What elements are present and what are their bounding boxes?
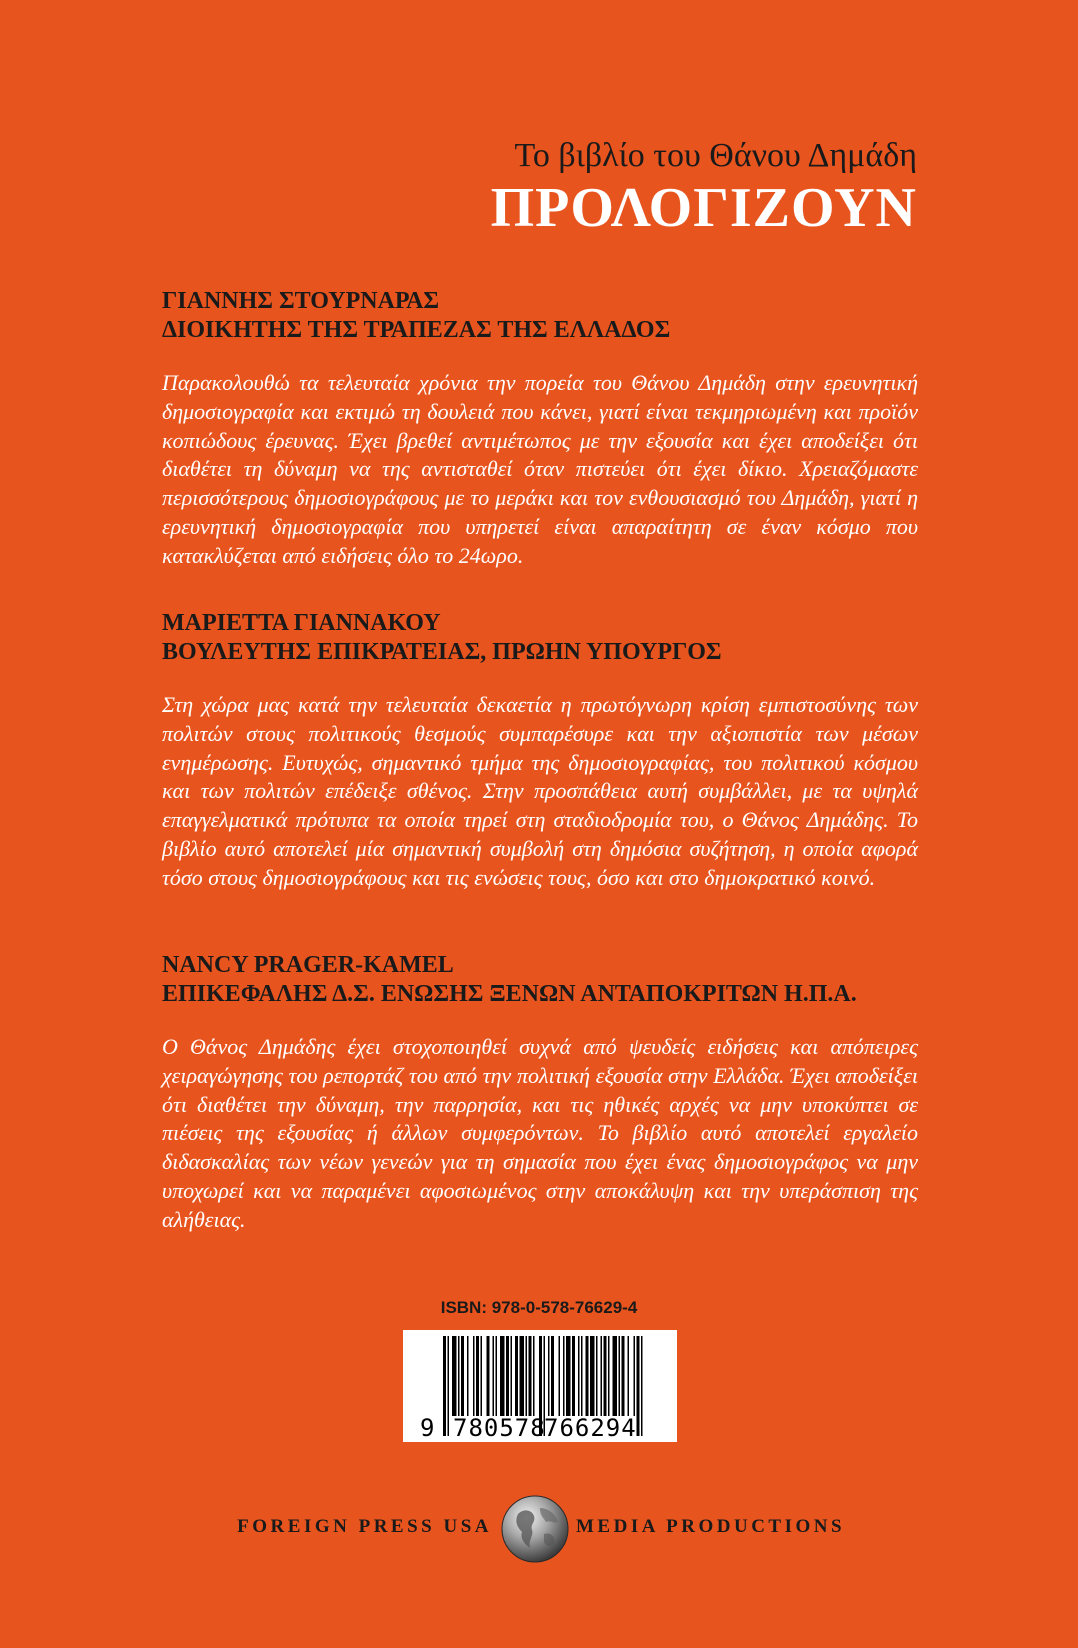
barcode-digits [403, 1414, 677, 1440]
header-title: ΠΡΟΛΟΓΙΖΟΥΝ [490, 177, 917, 239]
endorser-name: ΓΙΑΝΝΗΣ ΣΤΟΥΡΝΑΡΑΣ [162, 288, 440, 314]
header-subtitle: Το βιβλίο του Θάνου Δημάδη [514, 137, 917, 174]
barcode-digit-first: 9 [420, 1414, 435, 1442]
endorser-role: ΔΙΟΙΚΗΤΗΣ ΤΗΣ ΤΡΑΠΕΖΑΣ ΤΗΣ ΕΛΛΑΔΟΣ [162, 317, 671, 343]
endorser-name: NANCY PRAGER-KAMEL [162, 952, 454, 978]
globe-icon [500, 1494, 570, 1564]
endorsement-quote: Παρακολουθώ τα τελευταία χρόνια την πορεία του Θάνου Δημάδη στην ερευνητική δημοσιογραφία και εκτιμώ τη δουλειά που κάνει, γιατί είναι τεκμηριωμένη και προϊόν κοπιώδους έρευνας. Έχει βρεθεί αντιμέτωπος με την εξουσία και έχει αποδείξει ότι διαθέτει τη δύναμη να της αντισταθεί όταν πιστεύει ότι έχει δίκιο. Χρειαζόμαστε περισσότερους δημοσιογράφους με το μεράκι και τον ενθουσιασμό του Δημάδη, γιατί η ερευνητική δημοσιογραφία που υπηρετεί είναι απαραίτητη σε έναν κόσμο που κατακλύζεται από ειδήσεις όλο το 24ωρο. [162, 370, 918, 568]
publisher-imprint [0, 1494, 1078, 1564]
barcode-digits-right: 766294 [544, 1414, 637, 1442]
publisher-left: FOREIGN PRESS USA [237, 1516, 492, 1537]
header [491, 134, 917, 238]
endorser-role: ΕΠΙΚΕΦΑΛΗΣ Δ.Σ. ΕΝΩΣΗΣ ΞΕΝΩΝ ΑΝΤΑΠΟΚΡΙΤΩΝ Η.Π.Α. [162, 981, 857, 1007]
endorsement-2 [162, 609, 918, 893]
barcode-digits-left: 780578 [453, 1414, 546, 1442]
endorsement-quote: Ο Θάνος Δημάδης έχει στοχοποιηθεί συχνά από ψευδείς ειδήσεις και απόπειρες χειραγώγησης του ρεπορτάζ του από την πολιτική εξουσία στην Ελλάδα. Έχει αποδείξει ότι διαθέτει την δύναμη, την παρρησία, και τις ηθικές αρχές να μην υποκύπτει σε πιέσεις της εξουσίας ή άλλων συμφερόντων. Το βιβλίο αυτό αποτελεί εργαλείο διδασκαλίας των νέων γενεών για τη σημασία που έχει ένας δημοσιογράφος να μην υποχωρεί και να παραμένει αφοσιωμένος στην αποκάλυψη και την υπεράσπιση της αλήθειας. [162, 1034, 918, 1232]
publisher-right: MEDIA PRODUCTIONS [576, 1516, 846, 1537]
isbn-barcode [403, 1330, 677, 1442]
endorsement-3 [162, 951, 918, 1235]
endorsement-quote: Στη χώρα μας κατά την τελευταία δεκαετία η πρωτόγνωρη κρίση εμπιστοσύνης των πολιτών στους πολιτικούς θεσμούς συμπαρέσυρε και την αξιοπιστία των μέσων ενημέρωσης. Ευτυχώς, σημαντικό τμήμα της δημοσιογραφίας, του πολιτικού κόσμου και των πολιτών επέδειξε σθένος. Στην προσπάθεια αυτή συμβάλλει, με τα υψηλά επαγγελματικά πρότυπα τα οποία τηρεί στη σταδιοδρομία του, ο Θάνος Δημάδης. Το βιβλίο αυτό αποτελεί μία σημαντική συμβολή στη δημόσια συζήτηση, η οποία αφορά τόσο στους δημοσιογράφους και τις ενώσεις τους, όσο και στο δημοκρατικό κοινό. [162, 692, 918, 890]
endorser-name: ΜΑΡΙΕΤΤΑ ΓΙΑΝΝΑΚΟΥ [162, 610, 441, 636]
endorsement-1 [162, 287, 918, 571]
endorser-role: ΒΟΥΛΕΥΤΗΣ ΕΠΙΚΡΑΤΕΙΑΣ, ΠΡΩΗΝ ΥΠΟΥΡΓΟΣ [162, 639, 722, 665]
isbn-label: ISBN: 978-0-578-76629-4 [440, 1298, 638, 1317]
